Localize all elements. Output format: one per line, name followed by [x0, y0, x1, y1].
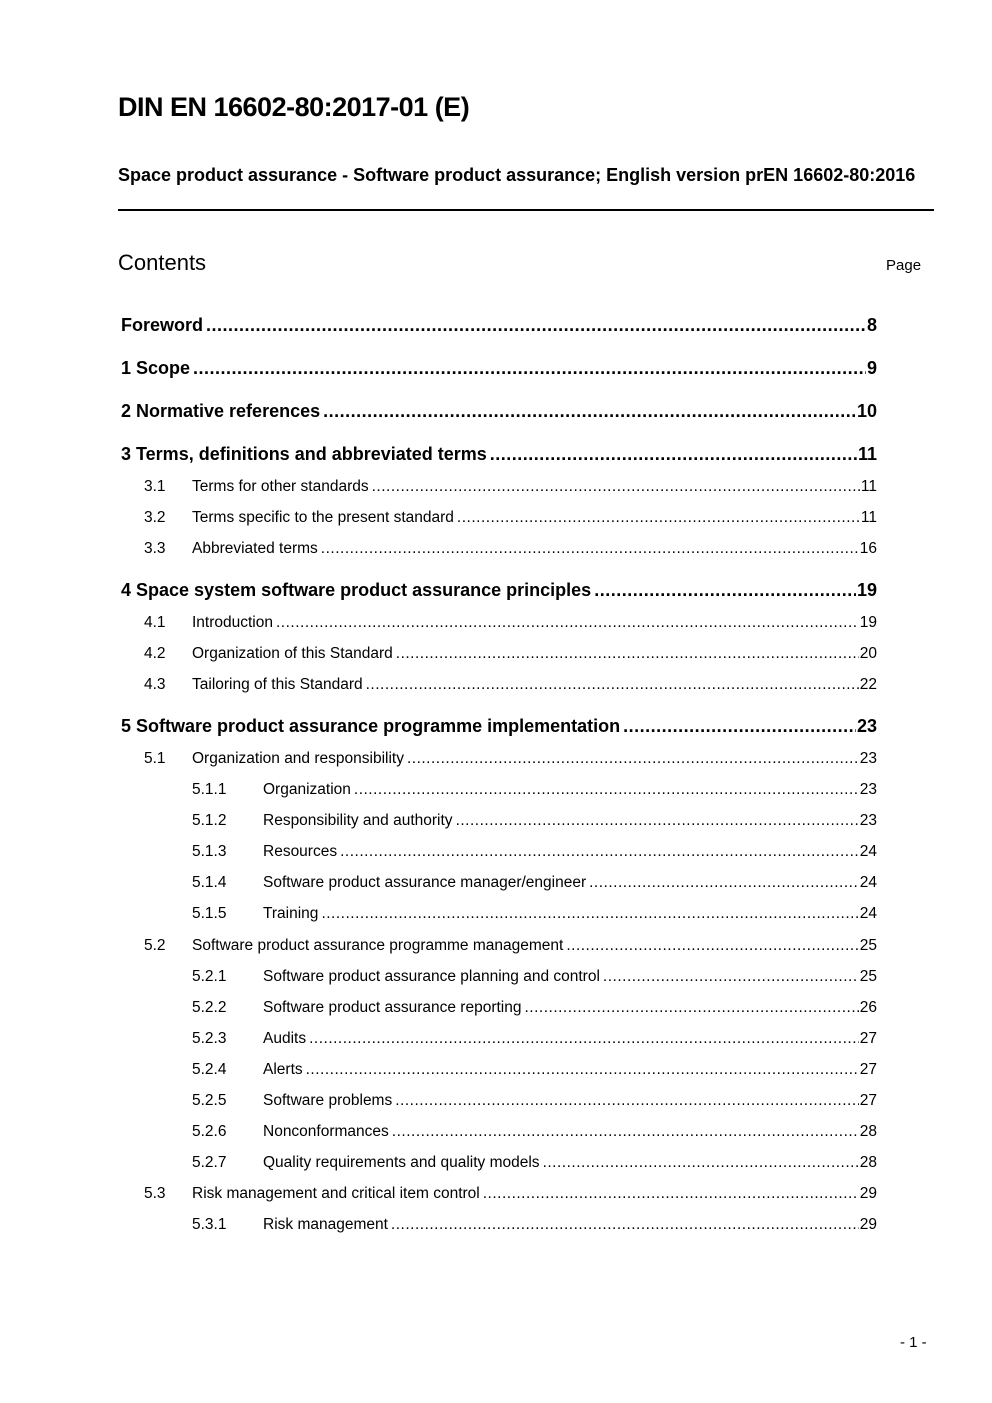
toc-entry-page: 24	[859, 905, 877, 922]
toc-entry[interactable]	[144, 645, 877, 663]
toc-entry-title: Software product assurance manager/engineer	[263, 874, 587, 891]
toc-entry-title: Software product assurance planning and control	[263, 968, 600, 985]
toc-entry-page: 11	[860, 509, 877, 526]
toc-entry-title: Risk management and critical item control	[192, 1185, 480, 1202]
toc-dot-leader	[276, 614, 859, 632]
toc-entry-title: Terms for other standards	[192, 478, 369, 495]
toc-entry-title: Nonconformances	[263, 1123, 389, 1140]
toc-dot-leader	[566, 937, 858, 955]
toc-dot-leader	[306, 1061, 859, 1079]
page-column-label: Page	[886, 257, 922, 274]
toc-entry-title: Abbreviated terms	[192, 540, 318, 557]
toc-entry[interactable]	[144, 1185, 877, 1203]
toc-entry-number: 5.2.7	[192, 1154, 227, 1171]
toc-entry-page: 19	[856, 580, 877, 600]
toc-entry-title: Software product assurance reporting	[263, 999, 522, 1016]
toc-entry-page: 23	[859, 781, 877, 798]
toc-entry-number: 4.1	[144, 614, 166, 631]
toc-dot-leader	[321, 540, 859, 558]
toc-entry-title: 2 Normative references	[121, 401, 321, 421]
toc-entry[interactable]	[121, 444, 877, 465]
toc-entry-title: Organization of this Standard	[192, 645, 393, 662]
toc-entry-title: Training	[263, 905, 319, 922]
toc-entry[interactable]	[192, 843, 877, 861]
toc-entry[interactable]	[121, 716, 877, 737]
toc-entry-page: 25	[859, 937, 877, 954]
toc-entry-page: 22	[859, 676, 877, 693]
toc-entry-page: 24	[859, 874, 877, 891]
toc-dot-leader	[456, 812, 859, 830]
toc-dot-leader	[395, 1092, 859, 1110]
toc-entry-number: 5.1	[144, 750, 166, 767]
toc-entry-page: 27	[859, 1030, 877, 1047]
toc-entry-title: Alerts	[263, 1061, 303, 1078]
toc-dot-leader	[396, 645, 859, 663]
toc-dot-leader	[543, 1154, 859, 1172]
toc-entry[interactable]	[192, 999, 877, 1017]
toc-entry-page: 23	[859, 812, 877, 829]
toc-dot-leader	[340, 843, 859, 861]
toc-entry-number: 5.3	[144, 1185, 166, 1202]
toc-entry-title: Audits	[263, 1030, 307, 1047]
toc-entry-number: 5.3.1	[192, 1216, 227, 1233]
toc-entry-number: 5.1.4	[192, 874, 227, 891]
toc-entry-title: Software product assurance programme management	[192, 937, 564, 954]
toc-entry-title: Organization and responsibility	[192, 750, 404, 767]
toc-entry[interactable]	[192, 905, 877, 923]
toc-dot-leader	[193, 358, 866, 379]
toc-entry-number: 5.2.6	[192, 1123, 227, 1140]
toc-entry-number: 5.2.3	[192, 1030, 227, 1047]
toc-entry-number: 4.2	[144, 645, 166, 662]
toc-dot-leader	[457, 509, 860, 527]
toc-entry-page: 28	[859, 1154, 877, 1171]
toc-entry-number: 4.3	[144, 676, 166, 693]
toc-entry[interactable]	[144, 540, 877, 558]
toc-entry-title: Quality requirements and quality models	[263, 1154, 540, 1171]
toc-dot-leader	[392, 1123, 859, 1141]
toc-dot-leader	[589, 874, 859, 892]
toc-dot-leader	[594, 580, 856, 601]
toc-entry-number: 3.3	[144, 540, 166, 557]
toc-entry-title: Responsibility and authority	[263, 812, 453, 829]
toc-entry-page: 29	[859, 1185, 877, 1202]
toc-entry-number: 5.1.5	[192, 905, 227, 922]
toc-dot-leader	[206, 315, 866, 336]
toc-entry[interactable]	[144, 509, 877, 527]
toc-entry[interactable]	[192, 968, 877, 986]
toc-entry-number: 5.2	[144, 937, 166, 954]
toc-dot-leader	[321, 905, 858, 923]
toc-entry-number: 5.2.1	[192, 968, 227, 985]
toc-entry-page: 25	[859, 968, 877, 985]
toc-entry-page: 27	[859, 1061, 877, 1078]
toc-entry-page: 19	[859, 614, 877, 631]
toc-dot-leader	[483, 1185, 859, 1203]
toc-entry[interactable]	[144, 676, 877, 694]
toc-entry[interactable]	[144, 478, 877, 496]
toc-entry-page: 23	[856, 716, 877, 736]
document-title: DIN EN 16602-80:2017-01 (E)	[118, 92, 470, 122]
toc-entry-page: 10	[856, 401, 877, 421]
toc-dot-leader	[490, 444, 857, 465]
toc-entry[interactable]	[121, 580, 877, 601]
toc-entry-number: 5.2.4	[192, 1061, 227, 1078]
toc-entry-number: 5.2.2	[192, 999, 227, 1016]
toc-dot-leader	[407, 750, 859, 768]
toc-entry[interactable]	[144, 750, 877, 768]
toc-entry[interactable]	[121, 358, 877, 379]
toc-dot-leader	[603, 968, 859, 986]
toc-dot-leader	[366, 676, 859, 694]
toc-entry-page: 24	[859, 843, 877, 860]
toc-dot-leader	[309, 1030, 859, 1048]
toc-entry-number: 5.1.2	[192, 812, 227, 829]
toc-entry-title: 1 Scope	[121, 358, 191, 378]
toc-entry-title: Foreword	[121, 315, 204, 335]
contents-heading: Contents	[118, 250, 207, 275]
toc-entry-page: 11	[860, 478, 877, 495]
toc-entry-title: Risk management	[263, 1216, 388, 1233]
toc-entry-page: 16	[859, 540, 877, 557]
toc-entry-page: 27	[859, 1092, 877, 1109]
toc-entry[interactable]	[144, 614, 877, 632]
toc-entry-title: 3 Terms, definitions and abbreviated terms	[121, 444, 487, 464]
toc-entry[interactable]	[192, 781, 877, 799]
toc-entry[interactable]	[192, 1030, 877, 1048]
toc-dot-leader	[372, 478, 860, 496]
toc-entry-title: Organization	[263, 781, 351, 798]
toc-entry-title: 4 Space system software product assurance principles	[121, 580, 592, 600]
toc-entry-page: 20	[859, 645, 877, 662]
toc-entry-page: 8	[866, 315, 877, 335]
toc-dot-leader	[524, 999, 858, 1017]
toc-entry-title: Tailoring of this Standard	[192, 676, 363, 693]
toc-entry[interactable]	[121, 315, 877, 336]
page-number: - 1 -	[900, 1334, 927, 1351]
toc-entry-page: 26	[859, 999, 877, 1016]
toc-entry-title: Software problems	[263, 1092, 393, 1109]
toc-dot-leader	[354, 781, 859, 799]
toc-entry-title: 5 Software product assurance programme implementation	[121, 716, 621, 736]
toc-entry[interactable]	[192, 1123, 877, 1141]
toc-entry[interactable]	[192, 1061, 877, 1079]
toc-entry-page: 9	[866, 358, 877, 378]
toc-entry[interactable]	[121, 401, 877, 422]
toc-entry-title: Resources	[263, 843, 338, 860]
toc-entry-number: 5.1.3	[192, 843, 227, 860]
toc-dot-leader	[623, 716, 856, 737]
toc-entry-title: Terms specific to the present standard	[192, 509, 454, 526]
toc-entry-number: 3.2	[144, 509, 166, 526]
toc-entry-number: 5.2.5	[192, 1092, 227, 1109]
toc-entry[interactable]	[192, 812, 877, 830]
toc-entry-page: 28	[859, 1123, 877, 1140]
toc-entry-page: 23	[859, 750, 877, 767]
toc-entry[interactable]	[192, 1092, 877, 1110]
toc-entry-number: 5.1.1	[192, 781, 227, 798]
document-subtitle: Space product assurance - Software product assurance; English version prEN 16602-80:2016	[118, 165, 916, 185]
toc-entry-page: 11	[857, 444, 877, 464]
toc-entry[interactable]	[192, 1216, 877, 1234]
toc-dot-leader	[323, 401, 856, 422]
toc-entry-page: 29	[859, 1216, 877, 1233]
toc-entry-title: Introduction	[192, 614, 273, 631]
toc-dot-leader	[391, 1216, 859, 1234]
toc-entry[interactable]	[144, 937, 877, 955]
toc-entry-number: 3.1	[144, 478, 166, 495]
toc-entry[interactable]	[192, 874, 877, 892]
toc-entry[interactable]	[192, 1154, 877, 1172]
